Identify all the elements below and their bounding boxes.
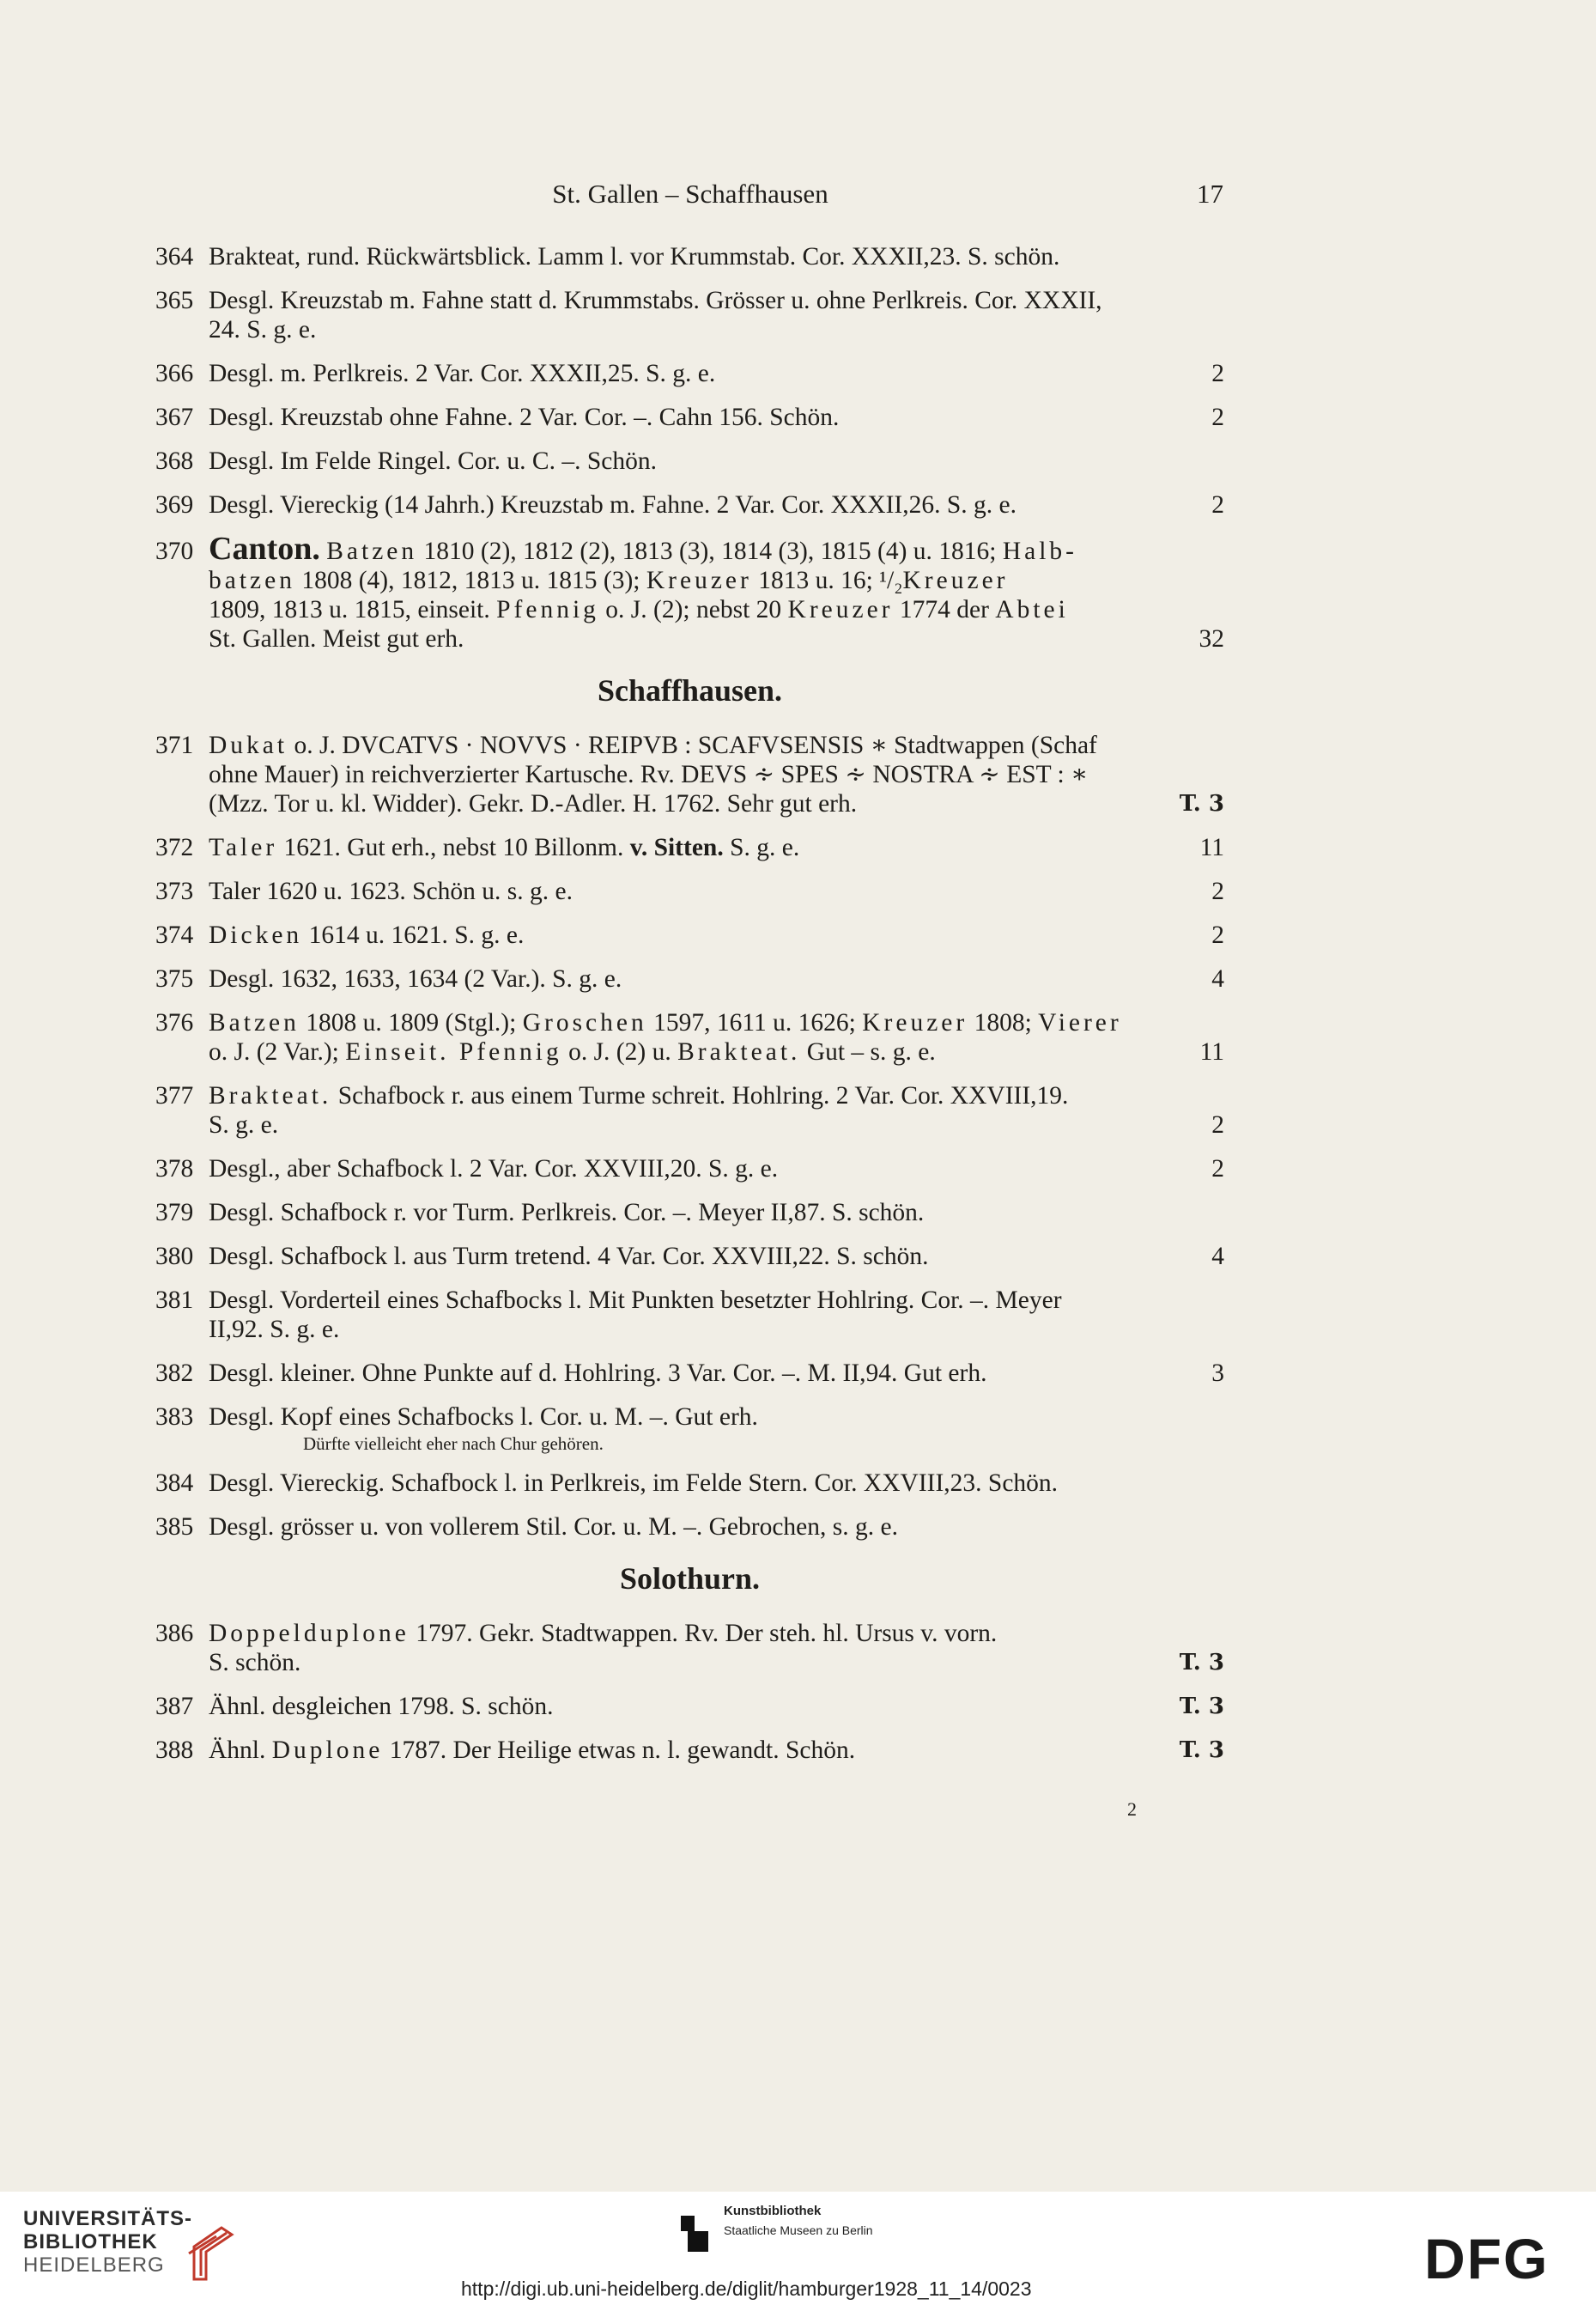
lot-number: 372 [155,834,194,861]
catalog-entry [155,1286,1224,1344]
lot-origin: v. Sitten. [629,834,724,861]
catalog-entries [155,242,1224,1779]
source-url-link[interactable]: http://digi.ub.uni-heidelberg.de/diglit/hamburger1928_11_14/0023 [461,2278,1032,2300]
lot-description: o. J. (2) u. [568,1038,671,1066]
lot-description: 1809, 1813 u. 1815, einseit. [209,596,490,623]
lot-number: 371 [155,732,194,759]
lot-number: 386 [155,1620,194,1647]
catalog-entry [155,731,1224,818]
catalog-entry [155,1359,1224,1388]
catalog-entry [155,403,1224,432]
lot-number: 369 [155,491,194,519]
lot-number: 385 [155,1513,194,1541]
denomination: Batzen [209,1009,300,1037]
lot-description: 1813 u. 16; [758,567,873,594]
denomination: Dukat [209,732,288,759]
catalog-entry [155,1242,1224,1271]
catalog-entry [155,1008,1224,1067]
lot-description: 1597, 1611 u. 1626; [653,1009,856,1037]
lot-number: 379 [155,1199,194,1226]
lot-estimate: 11 [1199,1038,1224,1066]
lot-description: Desgl. grösser u. von vollerem Stil. Cor. u. M. –. Gebrochen, s. g. e. [209,1513,898,1541]
lot-description: Desgl. Im Felde Ringel. Cor. u. C. –. Schön. [209,447,657,475]
lot-estimate: 2 [1211,360,1224,387]
lot-description: Desgl., aber Schafbock l. 2 Var. Cor. XXVIII,20. S. g. e. [209,1155,779,1183]
lot-description: Desgl. Kopf eines Schafbocks l. Cor. u. M. –. Gut erh. [209,1403,758,1431]
lot-number: 368 [155,447,194,475]
lot-number: 367 [155,404,194,431]
lot-estimate: 2 [1211,1111,1224,1139]
denomination: Kreuzer [902,567,1009,594]
catalog-entry [155,1402,1224,1454]
lot-description: o. J. (2 Var.); [209,1038,339,1066]
lot-description: Desgl. Kreuzstab ohne Fahne. 2 Var. Cor. –. Cahn 156. Schön. [209,404,840,431]
ub-logo-line: UNIVERSITÄTS- [23,2207,193,2230]
lot-description: (Mzz. Tor u. kl. Widder). Gekr. D.-Adler. H. 1762. Sehr gut erh. [209,790,858,818]
lot-description: St. Gallen. Meist gut erh. [209,625,464,653]
denomination: Einseit. Pfennig [345,1038,562,1066]
catalog-entry [155,286,1224,344]
catalog-entry [155,1512,1224,1542]
lot-description: Desgl. Schafbock r. vor Turm. Perlkreis. Cor. –. Meyer II,87. S. schön. [209,1199,925,1226]
dfg-logo[interactable]: DFG [1424,2227,1550,2290]
lot-description: Taler 1620 u. 1623. Schön u. s. g. e. [209,878,573,905]
lot-estimate: 3 [1211,1359,1224,1387]
lot-description: ohne Mauer) in reichverzierter Kartusche. Rv. DEVS ∻ SPES ∻ NOSTRA ∻ EST : ∗ [209,761,1089,788]
canton-label: Canton. [209,531,320,567]
page-header [157,179,1223,213]
catalog-entry [155,1469,1224,1498]
catalog-entry [155,877,1224,906]
lot-estimate: 2 [1211,921,1224,949]
ub-heidelberg-logo[interactable] [23,2207,192,2277]
denomination: batzen [209,567,295,594]
lot-estimate: 2 [1211,491,1224,519]
denomination: Kreuzer [787,596,894,623]
catalog-entry [155,447,1224,476]
lot-number: 376 [155,1009,194,1037]
lot-estimate: 4 [1211,965,1224,993]
lot-plate-ref: T. 3 [1179,1737,1224,1763]
page-number: 17 [1197,179,1223,209]
lot-number: 383 [155,1403,194,1431]
lot-estimate: 4 [1211,1243,1224,1270]
denomination: Groschen [522,1009,647,1037]
catalog-entry [155,531,1224,654]
lot-number: 378 [155,1155,194,1183]
lot-number: 382 [155,1359,194,1387]
lot-description-cont: 24. S. g. e. [209,316,317,344]
lot-number: 387 [155,1693,194,1720]
lot-description: Desgl. m. Perlkreis. 2 Var. Cor. XXXII,25. S. g. e. [209,360,716,387]
lot-description: Desgl. Viereckig. Schafbock l. in Perlkreis, im Felde Stern. Cor. XXVIII,23. Schön. [209,1469,1059,1497]
lot-description: Desgl. Vorderteil eines Schafbocks l. Mit Punkten besetzter Hohlring. Cor. –. Meyer [209,1286,1062,1314]
lot-plate-ref: T. 3 [1179,1650,1224,1676]
lot-description: o. J. (2); nebst 20 [605,596,782,623]
lot-estimate: 2 [1211,404,1224,431]
lot-description: Gut – s. g. e. [806,1038,936,1066]
lot-description: 1621. Gut erh., nebst 10 Billonm. [283,834,624,861]
denomination: Brakteat. [677,1038,801,1066]
lot-estimate: 2 [1211,1155,1224,1183]
lot-description: Desgl. Viereckig (14 Jahrh.) Kreuzstab m. Fahne. 2 Var. Cor. XXXII,26. S. g. e. [209,491,1016,519]
lot-description: 1808 u. 1809 (Stgl.); [306,1009,517,1037]
kunstbibliothek-label: Kunstbibliothek [724,2204,822,2218]
lot-number: 384 [155,1469,194,1497]
lot-number: 364 [155,243,194,271]
catalog-entry [155,964,1224,994]
lot-description: Ähnl. desgleichen 1798. S. schön. [209,1693,554,1720]
lot-description: Desgl. Kreuzstab m. Fahne statt d. Krummstabs. Grösser u. ohne Perlkreis. Cor. XXXII, [209,287,1102,314]
denomination: Brakteat. [209,1082,332,1110]
lot-note: Dürfte vielleicht eher nach Chur gehören. [303,1433,604,1454]
denomination: Batzen [326,538,418,565]
ub-logo-line: BIBLIOTHEK [23,2230,158,2253]
lot-description: 1808; [974,1009,1032,1037]
lot-description-cont: II,92. S. g. e. [209,1316,340,1343]
lot-number: 380 [155,1243,194,1270]
catalog-entry [155,242,1224,271]
lot-plate-ref: T. 3 [1179,791,1224,817]
catalog-entry [155,1198,1224,1227]
lot-number: 377 [155,1082,194,1110]
catalog-entry [155,1619,1224,1677]
lot-description: Desgl. 1632, 1633, 1634 (2 Var.). S. g. e. [209,965,622,993]
lot-number: 374 [155,921,194,949]
lot-description: 1797. Gekr. Stadtwappen. Rv. Der steh. hl. Ursus v. vorn. [416,1620,998,1647]
lot-description: 1614 u. 1621. S. g. e. [308,921,525,949]
lot-estimate: 11 [1199,834,1224,861]
lot-description: o. J. DVCATVS · NOVVS · REIPVB : SCAFVSENSIS ∗ Stadtwappen (Schaf [294,732,1097,759]
lot-description: Brakteat, rund. Rückwärtsblick. Lamm l. vor Krummstab. Cor. XXXII,23. S. schön. [209,243,1060,271]
catalog-entry [155,1692,1224,1721]
lot-number: 375 [155,965,194,993]
lot-description: Desgl. kleiner. Ohne Punkte auf d. Hohlring. 3 Var. Cor. –. M. II,94. Gut erh. [209,1359,987,1387]
catalog-entry [155,1154,1224,1183]
denomination: Duplone [271,1736,384,1764]
fraction: ¹/₂ [879,567,903,594]
ub-logo-line: HEIDELBERG [23,2253,165,2277]
denomination: Halb- [1002,538,1078,565]
lot-estimate: 32 [1199,625,1224,653]
lot-number: 370 [155,538,194,565]
lot-description: Desgl. Schafbock l. aus Turm tretend. 4 Var. Cor. XXVIII,22. S. schön. [209,1243,929,1270]
lot-description: S. g. e. [730,834,800,861]
denomination: Vierer [1038,1009,1122,1037]
denomination: Kreuzer [646,567,752,594]
denomination: Pfennig [496,596,599,623]
lot-description: Schafbock r. aus einem Turme schreit. Hohlring. 2 Var. Cor. XXVIII,19. [337,1082,1069,1110]
museum-label: Staatliche Museen zu Berlin [724,2223,873,2237]
lot-description: 1787. Der Heilige etwas n. l. gewandt. Schön. [389,1736,856,1764]
catalog-entry [155,359,1224,388]
lot-number: 366 [155,360,194,387]
lot-number: 388 [155,1736,194,1764]
catalog-entry [155,1081,1224,1140]
section-heading-solothurn: Solothurn. [619,1561,761,1596]
running-title: St. Gallen – Schaffhausen [552,179,828,209]
viewer-footer [0,2192,1596,2305]
section-heading-schaffhausen: Schaffhausen. [597,673,783,708]
catalog-entry [155,1736,1224,1765]
catalog-entry [155,490,1224,520]
lot-description: 1774 der [899,596,989,623]
lot-plate-ref: T. 3 [1179,1694,1224,1719]
lot-estimate: 2 [1211,878,1224,905]
denomination: Taler [209,834,278,861]
denomination: Dicken [209,921,303,949]
lot-description: Ähnl. [209,1736,266,1764]
catalog-entry [155,833,1224,862]
denomination: Kreuzer [862,1009,968,1037]
folio-mark: 2 [1127,1798,1137,1820]
lot-description-cont: S. schön. [209,1649,301,1676]
denomination: Abtei [995,596,1069,623]
lot-description: 1810 (2), 1812 (2), 1813 (3), 1814 (3), 1815 (4) u. 1816; [423,538,997,565]
denomination: Doppelduplone [209,1620,410,1647]
kunstbibliothek-emblem-icon [681,2216,712,2253]
catalog-entry [155,921,1224,950]
lot-description: 1808 (4), 1812, 1813 u. 1815 (3); [301,567,640,594]
lot-number: 381 [155,1286,194,1314]
lot-description-cont: S. g. e. [209,1111,279,1139]
ub-emblem-icon [182,2219,242,2286]
lot-number: 365 [155,287,194,314]
lot-number: 373 [155,878,194,905]
